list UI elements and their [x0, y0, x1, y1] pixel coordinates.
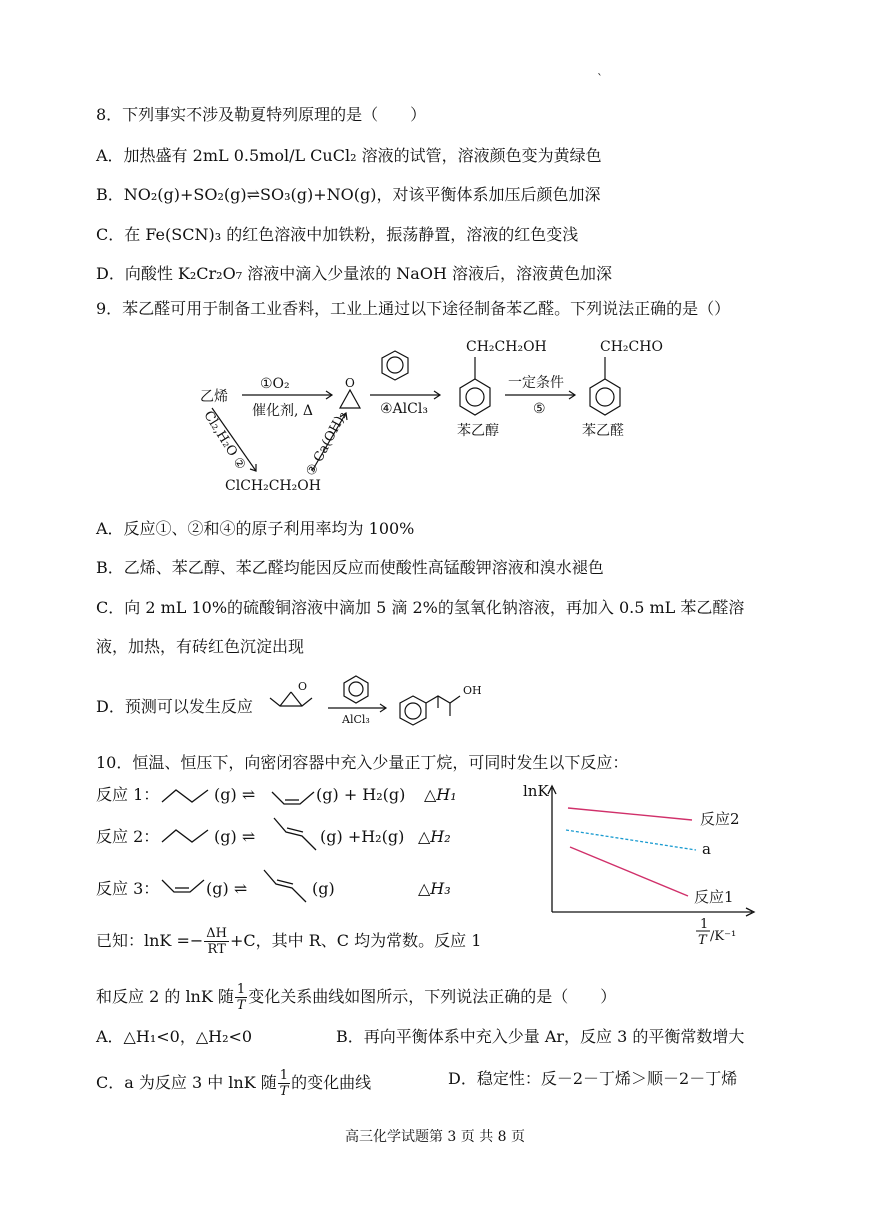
known-post: +C，其中 R、C 均为常数。反应 1: [230, 931, 482, 950]
step1-top: ①O₂: [260, 376, 290, 392]
butane-structure-2: [160, 824, 220, 848]
q8-stem: 8．下列事实不涉及勒夏特列原理的是（ ）: [96, 105, 427, 124]
cis-2-butene-structure-3: [160, 872, 210, 896]
q9-option-c-line2: 液，加热，有砖红色沉淀出现: [96, 637, 305, 656]
reaction2-right: (g) +H₂(g): [320, 827, 405, 846]
stray-mark: `: [597, 72, 603, 86]
x-label-unit: /K⁻¹: [710, 929, 737, 944]
chlorohydrin-label: ClCH₂CH₂OH: [225, 478, 321, 494]
q9-option-b: B．乙烯、苯乙醇、苯乙醛均能因反应而使酸性高锰酸钾溶液和溴水褪色: [96, 558, 604, 577]
option-c-post: 的变化曲线: [291, 1073, 372, 1092]
line2-pre: 和反应 2 的 lnK 随: [96, 987, 234, 1006]
step4-label: ④AlCl₃: [380, 401, 428, 417]
reaction3-mid: (g) ⇌: [206, 879, 248, 898]
benzene-reagent: [382, 351, 408, 380]
label-reaction1: 反应1: [694, 888, 734, 906]
cis-2-butene-structure: [270, 784, 320, 808]
q8-option-a: A．加热盛有 2mL 0.5mol/L CuCl₂ 溶液的试管，溶液颜色变为黄绿色: [96, 146, 602, 165]
frac-one-c: 1: [279, 1068, 289, 1083]
curve-reaction2: [568, 808, 692, 820]
svg-text:O: O: [345, 376, 355, 390]
trans-2-butene-structure-3: [262, 866, 314, 906]
q10-line2: [96, 982, 616, 1013]
label-reaction2: 反应2: [700, 810, 740, 828]
one-over-t-c: [278, 1068, 290, 1099]
phenylethanol-substituent: CH₂CH₂OH: [466, 339, 547, 355]
reaction1-dh: △H₁: [424, 785, 457, 804]
synthesis-scheme: [190, 333, 710, 498]
epoxide-ring: [340, 390, 360, 408]
known-formula-line: 已知：lnK =− $\frac{\Delta H}{RT}$ +C，其中 R、C 均为常数。反应 1: [96, 926, 482, 957]
reaction3-right: (g): [312, 879, 335, 898]
phenylacetaldehyde-substituent: CH₂CHO: [600, 339, 663, 355]
one-over-t: [235, 982, 247, 1013]
benzene-reagent-d: [344, 676, 368, 703]
line2-post: 变化关系曲线如图所示，下列说法正确的是（ ）: [248, 987, 617, 1006]
label-a: a: [702, 840, 711, 858]
known-pre: 已知：lnK =: [96, 931, 190, 950]
phenylethanol-label: 苯乙醇: [457, 423, 499, 439]
option-c-pre: C．a 为反应 3 中 lnK 随: [96, 1073, 277, 1092]
x-label-den: T: [698, 933, 707, 948]
product-ring: [400, 696, 426, 725]
frac-num-dh: ΔH: [206, 926, 228, 941]
step2-label: Cl₂,H₂O ②: [200, 408, 249, 473]
q9-option-d-text: D．预测可以发生反应: [96, 697, 253, 716]
butane-structure-1: [160, 784, 220, 808]
reaction2-dh: △H₂: [418, 827, 451, 846]
trans-2-butene-structure: [272, 814, 324, 854]
reaction1-mid: (g) ⇌: [214, 785, 256, 804]
phenylacetaldehyde-label: 苯乙醛: [582, 423, 624, 439]
delta-h-over-rt: [204, 926, 229, 957]
frac-t-c: T: [279, 1084, 289, 1099]
product-chain: [426, 696, 460, 703]
reaction1-label: 反应 1：: [96, 785, 160, 804]
ethylene-label: 乙烯: [200, 389, 228, 405]
step3-label: ③ Ca(OH)₂: [303, 409, 351, 479]
q10-option-a: A．△H₁<0，△H₂<0: [96, 1027, 253, 1046]
x-label-num: 1: [700, 917, 709, 932]
frac-den-rt: RT: [207, 942, 226, 957]
lnk-graph: [523, 778, 770, 948]
frac-one: 1: [236, 982, 246, 997]
frac-t: T: [236, 998, 246, 1013]
q10-option-b: B．再向平衡体系中充入少量 Ar，反应 3 的平衡常数增大: [336, 1027, 745, 1046]
reaction1-right: (g) + H₂(g): [316, 785, 406, 804]
y-axis-label: lnK: [523, 782, 549, 800]
product-oh: OH: [463, 684, 482, 697]
phenylethanol-ring: [460, 379, 490, 415]
step1-bottom: 催化剂, Δ: [252, 403, 314, 419]
step5-bottom: ⑤: [533, 401, 546, 417]
q9-option-a: A．反应①、②和④的原子利用率均为 100%: [96, 519, 415, 538]
curve-reaction1: [570, 847, 688, 896]
q9-stem: 9．苯乙醛可用于制备工业香料，工业上通过以下途径制备苯乙醛。下列说法正确的是（）: [96, 299, 731, 318]
reaction3-dh: △H₃: [418, 879, 451, 898]
curve-a: [566, 830, 696, 850]
reaction2-mid: (g) ⇌: [214, 827, 256, 846]
q10-option-d: D．稳定性：反－2－丁烯＞顺－2－丁烯: [448, 1069, 738, 1088]
q8-option-d: D．向酸性 K₂Cr₂O₇ 溶液中滴入少量浓的 NaOH 溶液后，溶液黄色加深: [96, 264, 612, 283]
step5-top: 一定条件: [508, 375, 564, 391]
phenylacetaldehyde-ring: [590, 379, 620, 415]
q10-option-c: [96, 1068, 371, 1099]
reaction2-label: 反应 2：: [96, 827, 160, 846]
q8-option-b: B．NO₂(g)+SO₂(g)⇌SO₃(g)+NO(g)，对该平衡体系加压后颜色加深: [96, 185, 601, 204]
page-footer: 高三化学试题第 3 页 共 8 页: [344, 1129, 526, 1145]
butene-oxide: [270, 698, 312, 706]
q9-option-c-line1: C．向 2 mL 10%的硫酸铜溶液中滴加 5 滴 2%的氢氧化钠溶液，再加入 0.5 mL 苯乙醛溶: [96, 598, 745, 617]
catalyst-d: AlCl₃: [342, 713, 370, 726]
reaction3-label: 反应 3：: [96, 879, 160, 898]
q9-option-d-reaction: [268, 672, 498, 728]
arrow-step3: [312, 413, 346, 471]
q10-stem: 10．恒温、恒压下，向密闭容器中充入少量正丁烷，可同时发生以下反应：: [96, 753, 629, 772]
svg-text:O: O: [298, 680, 308, 693]
q8-option-c: C．在 Fe(SCN)₃ 的红色溶液中加铁粉，振荡静置，溶液的红色变浅: [96, 225, 579, 244]
